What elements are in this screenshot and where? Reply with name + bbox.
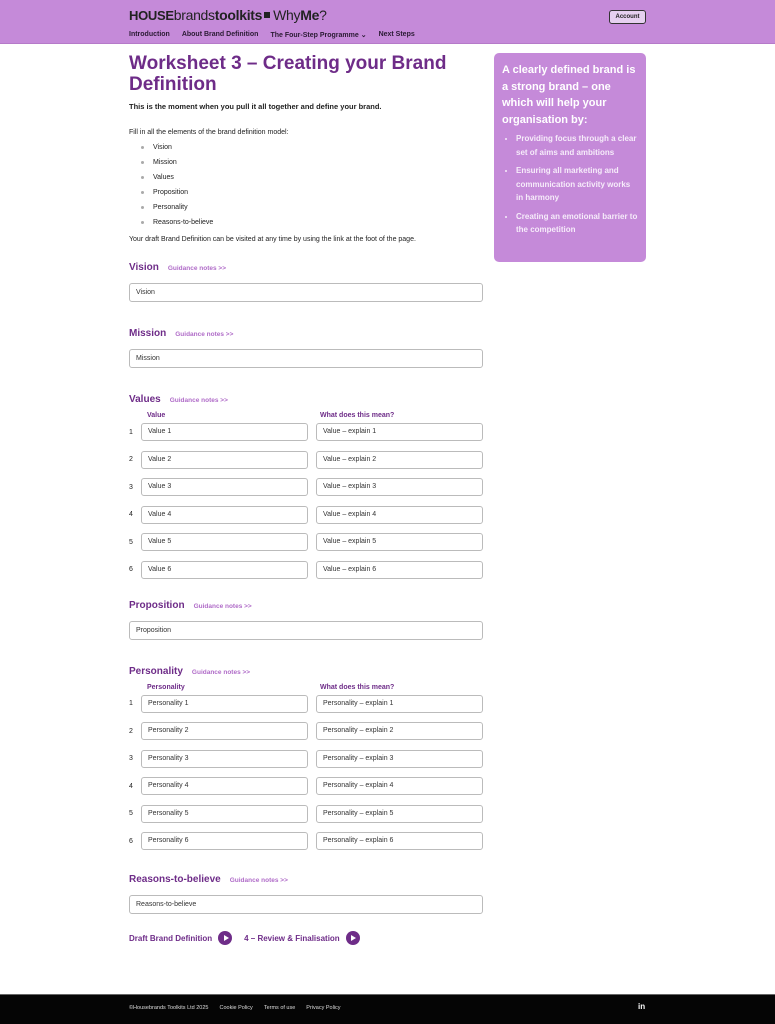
intro-text: Fill in all the elements of the brand definition model:	[129, 129, 289, 136]
draft-brand-definition-link[interactable]: Draft Brand Definition	[129, 933, 213, 943]
section-heading: Proposition	[129, 599, 185, 611]
privacy-policy-link[interactable]: Privacy Policy	[306, 1005, 341, 1011]
guidance-link[interactable]: Guidance notes >>	[191, 668, 251, 676]
logo-q: ?	[319, 7, 327, 23]
table-row	[129, 722, 483, 740]
values-explain-input[interactable]: Value – explain 5	[316, 533, 483, 551]
site-header	[0, 0, 775, 44]
table-row	[129, 506, 483, 524]
play-icon[interactable]	[218, 931, 232, 945]
list-item: Vision	[141, 140, 483, 155]
personality-input[interactable]: Personality 2	[141, 722, 308, 740]
personality-explain-input[interactable]: Personality – explain 2	[316, 722, 483, 740]
section-heading: Reasons-to-believe	[129, 874, 221, 885]
personality-table	[129, 695, 483, 851]
personality-input[interactable]: Personality 3	[141, 750, 308, 768]
values-table	[129, 423, 483, 579]
site-footer	[0, 994, 775, 1024]
account-button[interactable]: Account	[609, 10, 646, 24]
row-number: 4	[129, 782, 133, 790]
play-icon[interactable]	[346, 931, 360, 945]
logo[interactable]	[129, 7, 327, 23]
main-nav	[129, 31, 415, 39]
nav-about-brand-definition[interactable]: About Brand Definition	[181, 31, 259, 38]
list-item: Mission	[141, 155, 483, 170]
values-explain-input[interactable]: Value – explain 4	[316, 506, 483, 524]
next-worksheet-link[interactable]: 4 – Review & Finalisation	[244, 933, 340, 943]
table-row	[129, 423, 483, 441]
list-item: • Creating an emotional barrier to the competition	[516, 210, 638, 237]
row-number: 5	[129, 810, 133, 817]
row-number: 6	[129, 566, 133, 573]
personality-explain-input[interactable]: Personality – explain 4	[316, 777, 483, 795]
vision-section	[129, 262, 483, 302]
personality-input[interactable]: Personality 5	[141, 805, 308, 823]
logo-why: Why	[273, 7, 301, 23]
section-heading: Mission	[129, 328, 167, 339]
section-heading: Values	[129, 394, 161, 405]
values-input[interactable]: Value 4	[141, 506, 308, 524]
info-heading: A clearly defined brand is a strong brand – one which will help your organisation by:	[502, 64, 636, 126]
table-row	[129, 805, 483, 823]
reasons-input[interactable]: Reasons-to-believe	[129, 895, 483, 914]
row-number: 1	[129, 700, 133, 707]
table-row	[129, 533, 483, 551]
row-number: 3	[129, 483, 133, 491]
list-item: Personality	[141, 200, 483, 215]
table-row	[129, 478, 483, 496]
personality-section	[129, 666, 483, 851]
chevron-down-icon: ⌄	[360, 32, 367, 39]
personality-input[interactable]: Personality 4	[141, 777, 308, 795]
personality-input[interactable]: Personality 1	[141, 695, 308, 713]
logo-me: Me	[300, 7, 320, 23]
row-number: 2	[129, 456, 133, 463]
guidance-link[interactable]: Guidance notes >>	[193, 602, 252, 610]
nav-next-steps[interactable]: Next Steps	[378, 31, 415, 38]
row-number: 5	[129, 538, 133, 546]
values-input[interactable]: Value 3	[141, 478, 308, 496]
personality-explain-input[interactable]: Personality – explain 5	[316, 805, 483, 823]
row-number: 3	[129, 755, 133, 762]
values-input[interactable]: Value 5	[141, 533, 308, 551]
table-row	[129, 777, 483, 795]
logo-brands: brands	[173, 7, 215, 23]
guidance-link[interactable]: Guidance notes >>	[229, 877, 288, 884]
values-explain-input[interactable]: Value – explain 3	[316, 478, 483, 496]
info-panel	[494, 53, 646, 262]
values-explain-input[interactable]: Value – explain 1	[316, 423, 483, 441]
table-row	[129, 695, 483, 713]
section-heading: Vision	[129, 262, 159, 273]
list-item: • Providing focus through a clear set of aims and ambitions	[516, 132, 638, 159]
proposition-section	[129, 600, 483, 640]
table-row	[129, 561, 483, 579]
copyright: ©Housebrands Toolkits Ltd 2025	[129, 1005, 209, 1011]
personality-explain-input[interactable]: Personality – explain 1	[316, 695, 483, 713]
values-section	[129, 394, 483, 579]
nav-label: The Four-Step Programme	[270, 32, 359, 39]
mission-section	[129, 328, 483, 368]
values-explain-input[interactable]: Value – explain 2	[316, 451, 483, 469]
page-subtitle: This is the moment when you pull it all together and define your brand.	[129, 102, 382, 111]
terms-link[interactable]: Terms of use	[263, 1005, 296, 1011]
section-heading: Personality	[129, 665, 183, 677]
table-row	[129, 750, 483, 768]
logo-toolkits: toolkits	[214, 7, 263, 23]
column-header: Personality	[147, 683, 185, 691]
worksheet-nav	[129, 931, 372, 945]
cookie-policy-link[interactable]: Cookie Policy	[219, 1005, 253, 1011]
guidance-link[interactable]: Guidance notes >>	[169, 397, 228, 404]
guidance-link[interactable]: Guidance notes >>	[175, 331, 234, 338]
logo-house: HOUSE	[129, 7, 174, 23]
personality-explain-input[interactable]: Personality – explain 6	[316, 832, 483, 850]
proposition-input[interactable]: Proposition	[129, 621, 483, 640]
list-item: Reasons-to-believe	[141, 215, 483, 230]
linkedin-icon[interactable]: in	[638, 1002, 646, 1011]
values-input[interactable]: Value 2	[141, 451, 308, 469]
vision-input[interactable]: Vision	[129, 283, 483, 302]
list-item: • Ensuring all marketing and communication activity works in harmony	[516, 164, 638, 205]
row-number: 4	[129, 511, 133, 518]
reasons-section	[129, 874, 483, 914]
row-number: 1	[129, 428, 133, 436]
draft-note: Your draft Brand Definition can be visited at any time by using the link at the foot of the page.	[129, 236, 416, 243]
table-row	[129, 832, 483, 850]
column-header: Value	[147, 412, 166, 419]
values-explain-input[interactable]: Value – explain 6	[316, 561, 483, 579]
personality-input[interactable]: Personality 6	[141, 832, 308, 850]
column-header: What does this mean?	[320, 683, 395, 691]
row-number: 2	[129, 727, 133, 735]
page-title: Worksheet 3 – Creating your Brand Definition	[129, 53, 447, 95]
list-item: Values	[141, 170, 483, 185]
guidance-link[interactable]: Guidance notes >>	[167, 265, 226, 272]
nav-introduction[interactable]: Introduction	[129, 31, 170, 38]
nav-four-step-programme[interactable]	[270, 31, 366, 39]
values-input[interactable]: Value 6	[141, 561, 308, 579]
logo-square-icon	[264, 12, 270, 18]
column-header: What does this mean?	[320, 412, 395, 419]
table-row	[129, 451, 483, 469]
personality-explain-input[interactable]: Personality – explain 3	[316, 750, 483, 768]
mission-input[interactable]: Mission	[129, 349, 483, 368]
list-item: Proposition	[141, 185, 483, 200]
values-input[interactable]: Value 1	[141, 423, 308, 441]
row-number: 6	[129, 837, 133, 845]
model-list	[141, 140, 483, 230]
worksheet	[129, 53, 483, 914]
